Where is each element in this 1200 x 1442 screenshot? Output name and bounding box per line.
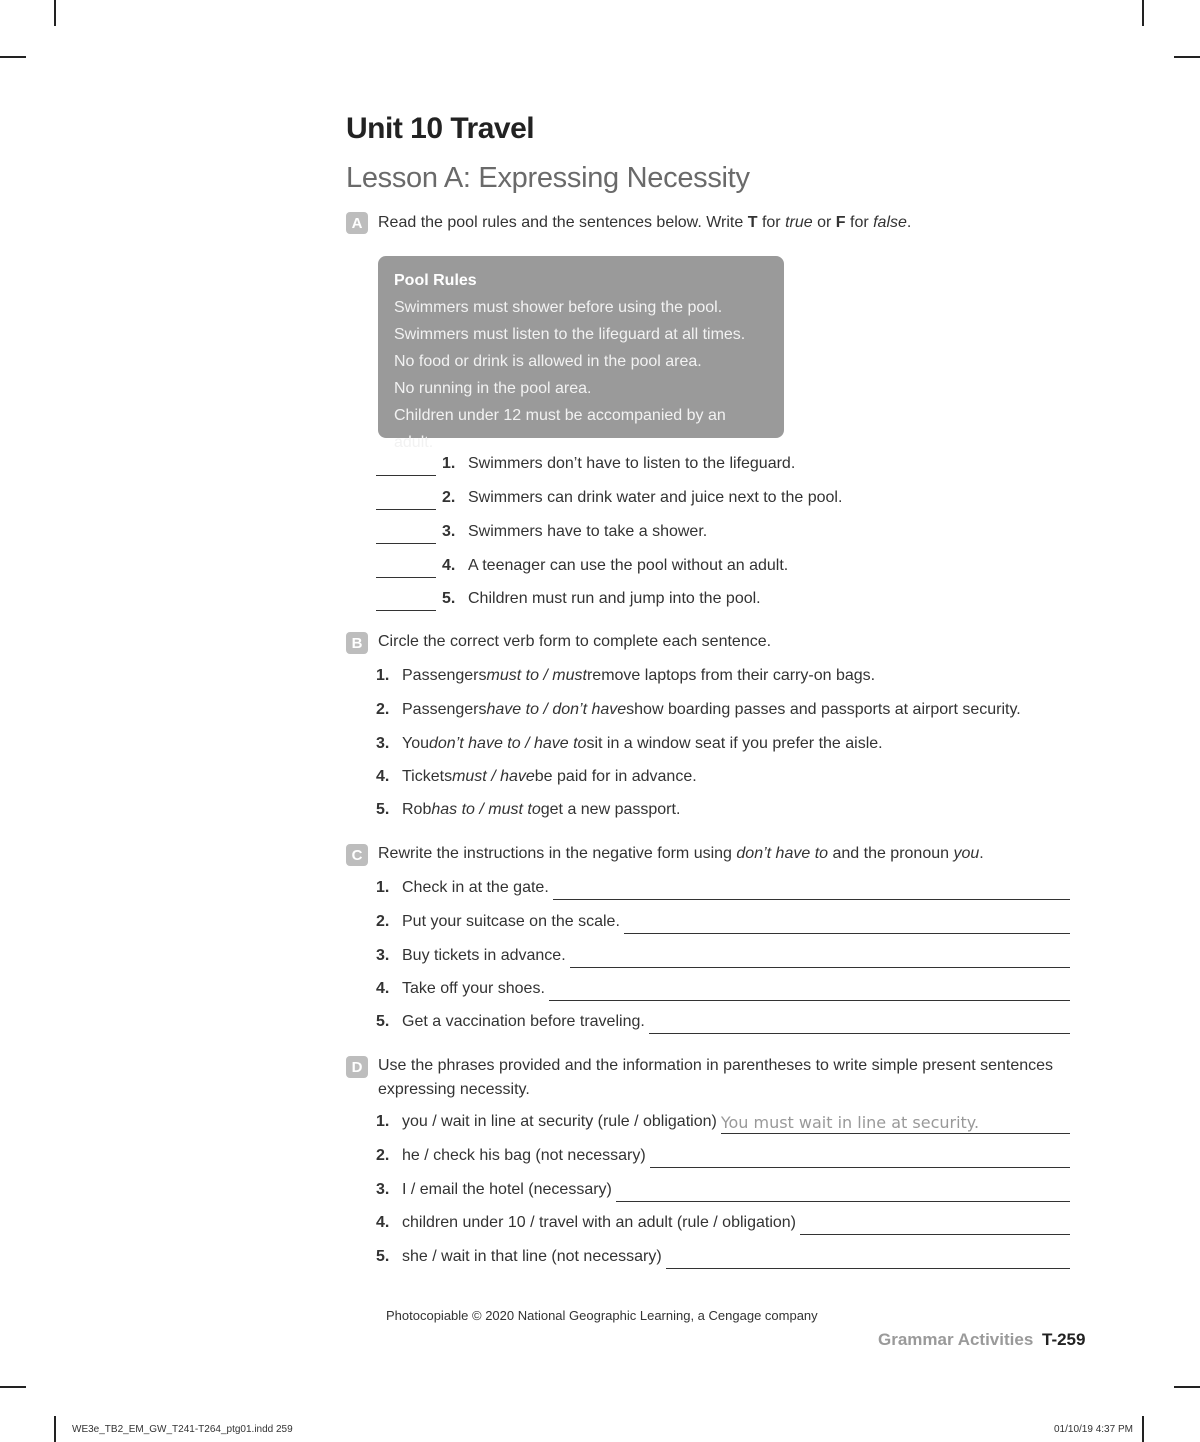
rewrite-item: 4. Take off your shoes. <box>376 977 1070 1001</box>
answer-line[interactable] <box>549 990 1070 1001</box>
answer-blank[interactable] <box>376 495 436 510</box>
sentence-item: 2. he / check his bag (not necessary) <box>376 1144 1070 1168</box>
rewrite-item: 3. Buy tickets in advance. <box>376 944 1070 968</box>
answer-line[interactable] <box>553 889 1070 900</box>
circle-item: 5. Rob has to / must to get a new passport. <box>376 798 680 822</box>
true-false-item: 5. Children must run and jump into the pool. <box>376 587 761 611</box>
circle-item: 1. Passengers must to / must remove laptops from their carry-on bags. <box>376 664 875 688</box>
true-false-item: 1. Swimmers don’t have to listen to the lifeguard. <box>376 452 795 476</box>
verb-choice[interactable]: must / have <box>452 768 535 785</box>
circle-item: 4. Tickets must / have be paid for in advance. <box>376 765 697 789</box>
crop-mark <box>0 1386 26 1388</box>
answer-line[interactable] <box>800 1224 1070 1235</box>
section-c-badge: C <box>346 844 368 866</box>
answer-blank[interactable] <box>376 461 436 476</box>
pool-rules-title: Pool Rules <box>394 272 477 289</box>
answer-line[interactable]: You must wait in line at security. <box>721 1113 1070 1134</box>
pool-rule: No food or drink is allowed in the pool area. <box>394 353 702 370</box>
pool-rule: Swimmers must shower before using the pool. <box>394 299 723 316</box>
section-d-instruction: Use the phrases provided and the information in parentheses to write simple present sentences expressing necessity. <box>378 1057 1054 1098</box>
answer-line[interactable] <box>570 957 1070 968</box>
pool-rule: No running in the pool area. <box>394 380 592 397</box>
rewrite-item: 5. Get a vaccination before traveling. <box>376 1010 1070 1034</box>
sentence-item: 1. you / wait in line at security (rule / obligation) You must wait in line at security. <box>376 1110 1070 1134</box>
true-false-item: 4. A teenager can use the pool without an adult. <box>376 554 788 578</box>
answer-line[interactable] <box>650 1157 1070 1168</box>
answer-line[interactable] <box>666 1258 1070 1269</box>
verb-choice[interactable]: has to / must to <box>431 801 541 818</box>
verb-choice[interactable]: must to / must <box>486 667 587 684</box>
crop-mark <box>54 0 56 26</box>
crop-mark <box>54 1416 56 1442</box>
section-a-instruction: Read the pool rules and the sentences below. Write T for true or F for false. <box>378 214 912 231</box>
crop-mark <box>1174 1386 1200 1388</box>
pool-rule: Children under 12 must be accompanied by an adult. <box>394 407 726 451</box>
crop-mark <box>1142 1416 1144 1442</box>
verb-choice[interactable]: don’t have to / have to <box>429 735 587 752</box>
page-number: T-259 <box>1042 1330 1086 1349</box>
pool-rules-box <box>378 256 784 451</box>
circle-item: 2. Passengers have to / don’t have show boarding passes and passports at airport security. <box>376 698 1021 722</box>
crop-mark <box>1174 56 1200 58</box>
pool-rule: Swimmers must listen to the lifeguard at all times. <box>394 326 746 343</box>
answer-line[interactable] <box>649 1023 1070 1034</box>
file-slug: WE3e_TB2_EM_GW_T241-T264_ptg01.indd 259 <box>72 1424 293 1435</box>
rewrite-item: 2. Put your suitcase on the scale. <box>376 910 1070 934</box>
crop-mark <box>1142 0 1144 26</box>
section-b-badge: B <box>346 632 368 654</box>
true-false-item: 3. Swimmers have to take a shower. <box>376 520 707 544</box>
section-label: Grammar Activities <box>878 1330 1034 1349</box>
circle-item: 3. You don’t have to / have to sit in a window seat if you prefer the aisle. <box>376 732 883 756</box>
answer-line[interactable] <box>616 1191 1070 1202</box>
copyright-notice: Photocopiable © 2020 National Geographic Learning, a Cengage company <box>386 1308 818 1323</box>
answer-blank[interactable] <box>376 563 436 578</box>
rewrite-item: 1. Check in at the gate. <box>376 876 1070 900</box>
section-c-instruction: Rewrite the instructions in the negative form using don’t have to and the pronoun you. <box>378 845 984 862</box>
lesson-title: Lesson A: Expressing Necessity <box>346 162 750 194</box>
crop-mark <box>0 56 26 58</box>
verb-choice[interactable]: have to / don’t have <box>486 701 627 718</box>
answer-line[interactable] <box>624 923 1070 934</box>
date-slug: 01/10/19 4:37 PM <box>1054 1424 1133 1435</box>
section-a-badge: A <box>346 212 368 234</box>
answer-blank[interactable] <box>376 529 436 544</box>
section-b-instruction: Circle the correct verb form to complete each sentence. <box>378 633 772 650</box>
section-d-badge: D <box>346 1056 368 1078</box>
unit-title: Unit 10 Travel <box>346 112 535 145</box>
true-false-item: 2. Swimmers can drink water and juice next to the pool. <box>376 486 842 510</box>
answer-blank[interactable] <box>376 596 436 611</box>
sentence-item: 4. children under 10 / travel with an adult (rule / obligation) <box>376 1211 1070 1235</box>
sentence-item: 5. she / wait in that line (not necessary) <box>376 1245 1070 1269</box>
sentence-item: 3. I / email the hotel (necessary) <box>376 1178 1070 1202</box>
